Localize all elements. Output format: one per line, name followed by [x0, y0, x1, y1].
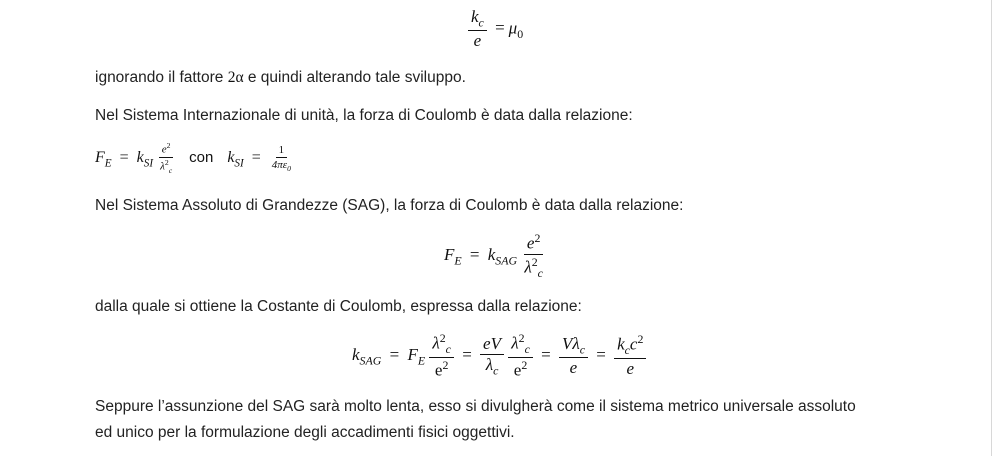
paragraph-si-intro: Nel Sistema Internazionale di unità, la forza di Coulomb è data dalla relazione:	[95, 107, 633, 124]
fraction: $\frac{V\lambda_c}{e}$	[559, 335, 588, 378]
paragraph-seppure: Seppure l’assunzione del SAG sarà molto lenta, esso si divulgherà come il sistema metrico universale assoluto	[95, 398, 856, 415]
paragraph-seppure-cont: ed unico per la formulazione degli accadimenti fisici oggettivi.	[95, 424, 515, 441]
fraction: $\frac{\lambda^2_c}{e^2}$	[429, 332, 454, 380]
fraction: $\frac{\lambda^2_c}{e^2}$	[508, 332, 533, 380]
equation-k-sag: $k_{SAG} = F_E$ $\frac{\lambda^2_c}{e^2}$ = $\frac{eV}{\lambda_c}$ $\frac{\lambda^2_c}{e^2}$ = $\frac{V\lambda_c}{e}$ = $\frac{k_cc^2}{e}$	[352, 332, 646, 380]
equation-coulomb-sag: $F_E = k_{SAG}$ $\frac{e^2}{\lambda^2_c}$	[444, 232, 546, 280]
fraction: $\frac{e^2}{\lambda^2_c}$	[160, 141, 173, 175]
fraction: $\frac{k_cc^2}{e}$	[614, 333, 646, 379]
paragraph-ignorando: ignorando il fattore 2α e quindi alterando tale sviluppo.	[95, 69, 466, 86]
equation-kc-over-e: $\frac{k_c}{e}$ = $\mu_0$	[468, 8, 523, 51]
paragraph-costante: dalla quale si ottiene la Costante di Coulomb, espressa dalla relazione:	[95, 298, 582, 315]
fraction: $\frac{k_c}{e}$	[468, 8, 487, 51]
fraction: $\frac{e^2}{\lambda^2_c}$	[524, 231, 543, 281]
paragraph-sag-intro: Nel Sistema Assoluto di Grandezze (SAG), la forza di Coulomb è data dalla relazione:	[95, 197, 684, 214]
fraction: $\frac{1}{4\pi\varepsilon_0}$	[271, 143, 291, 173]
fraction: $\frac{eV}{\lambda_c}$	[480, 335, 504, 378]
equation-coulomb-si: $F_E = k_{SI}$ $\frac{e^2}{\lambda^2_c}$ con $k_{SI}$ = $\frac{1}{4\pi\varepsilon_0}$	[95, 142, 294, 175]
